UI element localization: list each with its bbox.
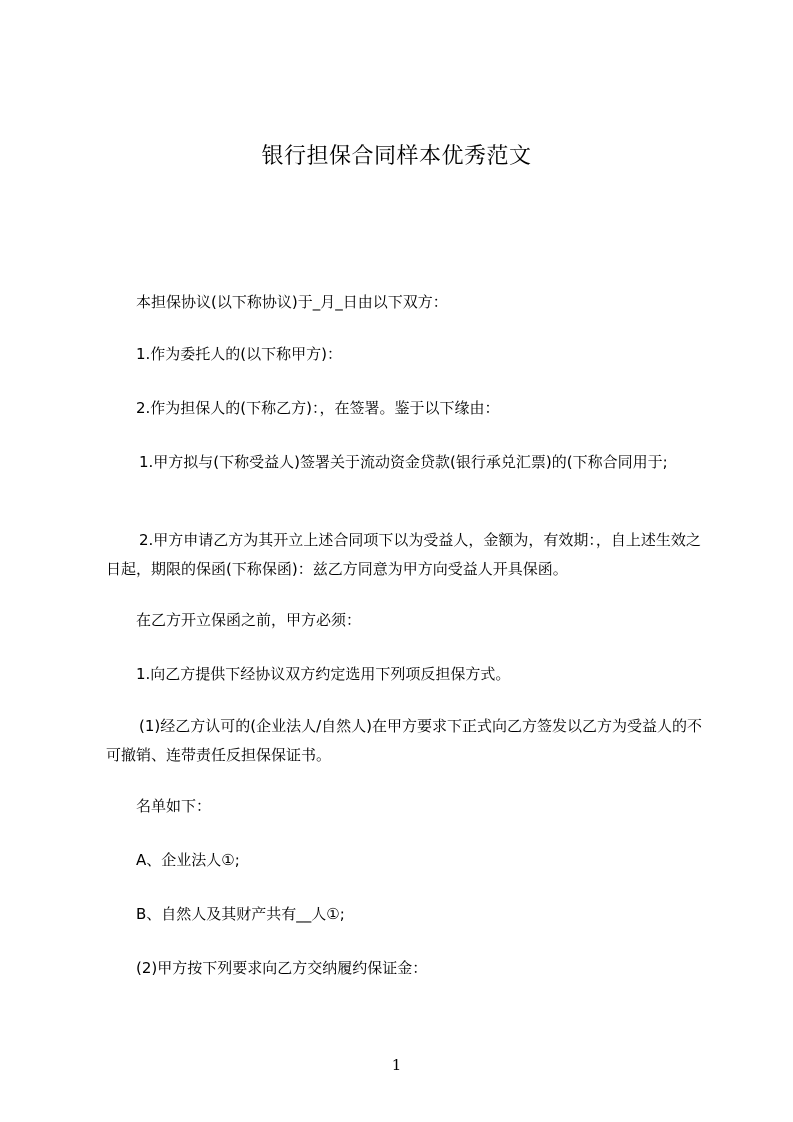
paragraph-list-heading: 名单如下： — [136, 797, 212, 815]
paragraph-intro: 本担保协议(以下称协议)于_月_日由以下双方： — [136, 293, 448, 311]
paragraph-item-b: B、自然人及其财产共有__人①; — [136, 905, 345, 923]
paragraph-party-b: 2.作为担保人的(下称乙方)：，在签署。鉴于以下缘由： — [136, 399, 500, 417]
paragraph-recital-1: 1.甲方拟与(下称受益人)签署关于流动资金贷款(银行承兑汇票)的(下称合同用于; — [139, 453, 668, 471]
paragraph-deposit: (2)甲方按下列要求向乙方交纳履约保证金： — [136, 959, 428, 977]
document-title: 银行担保合同样本优秀范文 — [261, 144, 532, 169]
paragraph-prerequisite: 在乙方开立保函之前，甲方必须： — [136, 611, 362, 629]
page-number: 1 — [391, 1056, 402, 1074]
paragraph-item-a: A、企业法人①; — [136, 851, 240, 869]
paragraph-recital-2: 2.甲方申请乙方为其开立上述合同项下以为受益人，金额为，有效期：，自上述生效之日起，期限的保函(下称保函)：兹乙方同意为甲方向受益人开具保函。 — [106, 531, 701, 578]
paragraph-party-a: 1.作为委托人的(以下称甲方)： — [136, 345, 343, 363]
paragraph-counter-guarantee: 1.向乙方提供下经协议双方约定选用下列项反担保方式。 — [136, 665, 511, 683]
paragraph-guarantee-letter: (1)经乙方认可的(企业法人/自然人)在甲方要求下正式向乙方签发以乙方为受益人的不可撤销、连带责任反担保保证书。 — [106, 717, 703, 764]
